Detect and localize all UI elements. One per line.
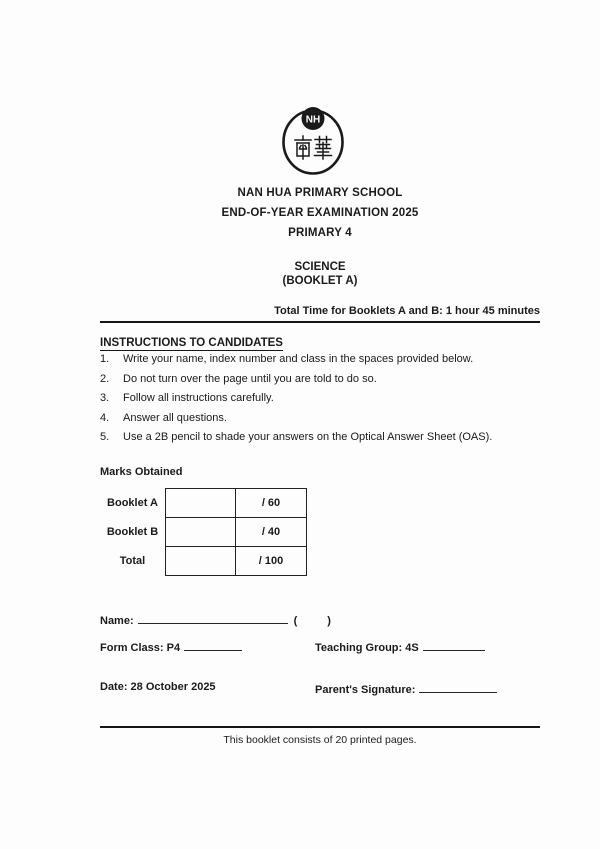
marks-row-label: Total bbox=[119, 555, 146, 567]
instruction-text: Answer all questions. bbox=[123, 411, 227, 424]
level-title: PRIMARY 4 bbox=[288, 227, 352, 239]
marks-total-cell: / 40 bbox=[236, 518, 307, 547]
marks-total-cell: / 100 bbox=[236, 547, 307, 576]
form-class-label: Form Class: P4 bbox=[100, 642, 181, 654]
teaching-group-blank-line bbox=[423, 639, 485, 651]
marks-score-cell bbox=[166, 518, 236, 547]
exam-title: END-OF-YEAR EXAMINATION 2025 bbox=[221, 207, 419, 219]
marks-row-label: Booklet A bbox=[107, 497, 158, 509]
booklet-title: (BOOKLET A) bbox=[282, 275, 358, 287]
date-label: Date: 28 October 2025 bbox=[100, 681, 216, 693]
index-paren-open: ( bbox=[293, 615, 298, 627]
instruction-item bbox=[100, 373, 542, 385]
instruction-text: Use a 2B pencil to shade your answers on the Optical Answer Sheet (OAS). bbox=[123, 431, 493, 443]
form-class-row bbox=[100, 639, 542, 654]
instruction-item bbox=[100, 431, 542, 443]
school-logo-icon bbox=[280, 103, 346, 177]
instruction-text: Do not turn over the page until you are told to do so. bbox=[123, 372, 377, 385]
instruction-number: 3. bbox=[100, 392, 110, 404]
header-block bbox=[100, 183, 540, 243]
logo-initials: NH bbox=[305, 114, 321, 126]
form-class-blank-line bbox=[184, 639, 242, 651]
parent-signature-label: Parent's Signature: bbox=[315, 684, 416, 696]
instruction-text: Write your name, index number and class in the spaces provided below. bbox=[123, 353, 474, 365]
marks-row-booklet-a bbox=[105, 489, 307, 518]
marks-row-booklet-b bbox=[105, 518, 307, 547]
instruction-number: 5. bbox=[100, 431, 110, 443]
subject-block bbox=[100, 260, 540, 288]
marks-total-cell: / 60 bbox=[236, 489, 307, 518]
marks-row-label: Booklet B bbox=[106, 526, 159, 538]
logo-cjk-nan bbox=[295, 136, 311, 159]
marks-obtained-title: Marks Obtained bbox=[100, 466, 183, 478]
total-time-line: Total Time for Booklets A and B: 1 hour 45 minutes bbox=[100, 305, 540, 323]
parent-signature-blank-line bbox=[419, 681, 497, 693]
instruction-item bbox=[100, 353, 542, 365]
name-row bbox=[100, 612, 542, 627]
instructions-title: INSTRUCTIONS TO CANDIDATES bbox=[100, 337, 283, 349]
instruction-item bbox=[100, 412, 542, 424]
logo-cjk-hua bbox=[315, 137, 332, 160]
teaching-group-label: Teaching Group: 4S bbox=[315, 642, 419, 654]
date-row bbox=[100, 681, 542, 696]
index-paren-close: ) bbox=[327, 615, 331, 627]
name-blank-line bbox=[138, 612, 288, 624]
subject-title: SCIENCE bbox=[294, 261, 346, 273]
marks-table bbox=[105, 488, 307, 576]
instruction-number: 4. bbox=[100, 411, 110, 424]
instruction-text: Follow all instructions carefully. bbox=[123, 392, 274, 404]
instruction-item bbox=[100, 392, 542, 404]
school-name: NAN HUA PRIMARY SCHOOL bbox=[237, 187, 403, 199]
name-label: Name: bbox=[100, 615, 134, 627]
instruction-number: 1. bbox=[100, 353, 110, 365]
footer-rule bbox=[100, 726, 540, 728]
marks-score-cell bbox=[166, 489, 236, 518]
school-logo bbox=[280, 103, 346, 177]
footer-note: This booklet consists of 20 printed pages. bbox=[223, 734, 417, 746]
marks-score-cell bbox=[166, 547, 236, 576]
instruction-number: 2. bbox=[100, 372, 110, 385]
marks-row-total bbox=[105, 547, 307, 576]
instructions-list bbox=[100, 353, 542, 451]
